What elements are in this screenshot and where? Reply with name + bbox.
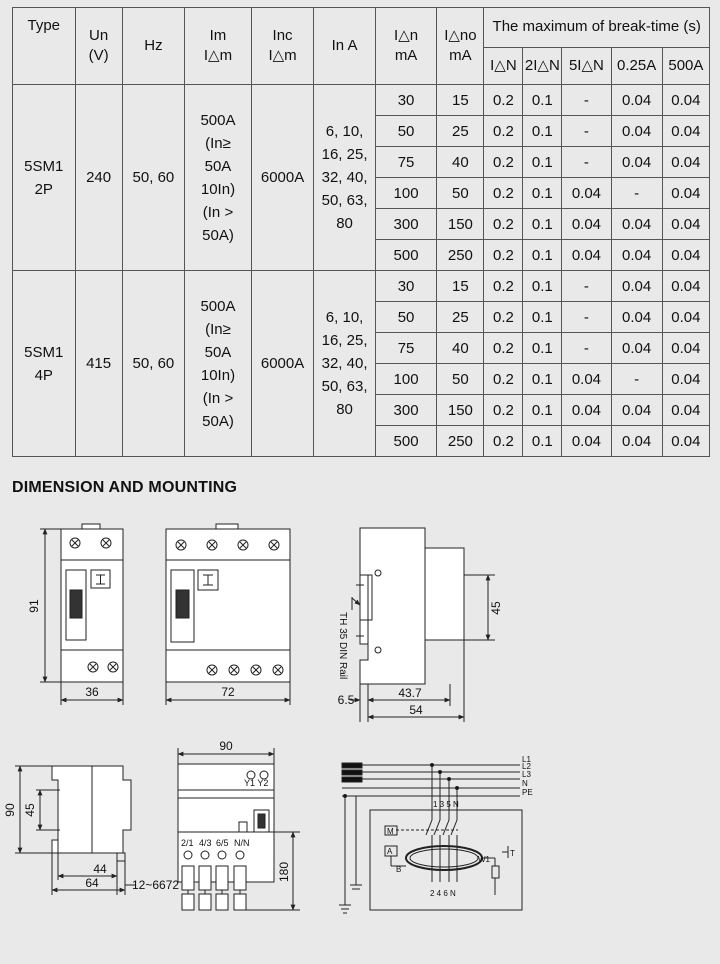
dim-36: 36 [85,685,99,699]
table-cell: 0.04 [662,302,709,333]
table-cell: 500 [375,240,437,271]
table-cell: 0.04 [611,302,662,333]
header-bt-col: 2I△N [523,47,562,84]
terminal-label: 2/1 [181,838,194,848]
header-bt-col: I△N [484,47,523,84]
table-cell: 0.04 [562,240,611,271]
section-title: DIMENSION AND MOUNTING [12,479,238,496]
table-cell: 15 [437,271,484,302]
table-cell: 40 [437,333,484,364]
table-cell: 0.04 [562,426,611,457]
dim-90-height: 90 [3,803,17,817]
table-cell: 15 [437,85,484,116]
header-hz: Hz [122,8,185,85]
table-cell: 0.04 [662,240,709,271]
b-label: B [396,865,402,874]
table-cell: 0.04 [662,147,709,178]
table-cell: 0.04 [611,147,662,178]
table-cell: 300 [375,209,437,240]
table-cell: - [562,147,611,178]
dim-90-width: 90 [219,739,233,753]
table-cell: 0.04 [562,364,611,395]
terminal-label: 6/5 [216,838,229,848]
table-cell: 50 [437,178,484,209]
table-cell: 25 [437,116,484,147]
table-cell: - [562,302,611,333]
table-cell: 0.04 [611,426,662,457]
line-label: L1 [522,755,531,764]
table-cell: 0.04 [611,209,662,240]
table-cell: 0.1 [523,395,562,426]
table-cell: 0.1 [523,209,562,240]
table-cell: 300 [375,395,437,426]
front-view-2p [61,524,123,682]
table-cell: 0.1 [523,116,562,147]
table-cell: 0.2 [484,364,523,395]
header-type: Type [13,8,76,85]
table-cell: 0.1 [523,302,562,333]
cell-im: 500A (In≥ 50A 10In) (In > 50A) [185,271,252,457]
cell-in-a: 6, 10, 16, 25, 32, 40, 50, 63, 80 [314,85,376,271]
table-cell: 0.04 [662,209,709,240]
side-view [352,528,464,684]
table-cell: 0.1 [523,147,562,178]
table-cell: 40 [437,147,484,178]
table-cell: 0.04 [662,178,709,209]
top-terminals: 1 3 5 N [433,800,459,809]
dim-64: 64 [85,876,99,890]
table-cell: 0.04 [611,271,662,302]
table-cell: 30 [375,85,437,116]
table-cell: - [562,85,611,116]
table-cell: 30 [375,271,437,302]
table-cell: 0.2 [484,178,523,209]
table-cell: 0.04 [562,395,611,426]
dim-54: 54 [409,703,423,717]
table-cell: 0.1 [523,178,562,209]
table-cell: 0.04 [562,209,611,240]
table-cell: - [611,178,662,209]
cell-type: 5SM1 4P [13,271,76,457]
table-cell: 0.2 [484,85,523,116]
table-cell: 50 [437,364,484,395]
line-label: L2 [522,762,531,771]
table-cell: 0.2 [484,333,523,364]
table-cell: 50 [375,116,437,147]
header-un: Un (V) [75,8,122,85]
test-label: T [510,849,515,858]
header-inc: Inc I△m [251,8,314,85]
header-bt-col: 500A [662,47,709,84]
table-cell: 100 [375,178,437,209]
table-cell: 150 [437,395,484,426]
dim-72: 72 [221,685,235,699]
table-cell: 0.04 [611,333,662,364]
header-idno: I△no mA [437,8,484,85]
table-cell: 75 [375,333,437,364]
table-cell: 0.2 [484,116,523,147]
table-cell: 0.2 [484,209,523,240]
cell-in-a: 6, 10, 16, 25, 32, 40, 50, 63, 80 [314,271,376,457]
table-cell: 0.1 [523,333,562,364]
table-cell: 0.04 [662,364,709,395]
cell-type: 5SM1 2P [13,85,76,271]
table-cell: 0.2 [484,240,523,271]
table-cell: 0.04 [562,178,611,209]
header-in-a: In A [314,8,376,85]
dim-43-7: 43.7 [398,686,422,700]
table-cell: 0.1 [523,426,562,457]
header-bt-col: 5I△N [562,47,611,84]
table-cell: 100 [375,364,437,395]
table-cell: 0.04 [611,240,662,271]
dim-91: 91 [27,599,41,613]
table-cell: 75 [375,147,437,178]
y-terminal-labels: Y1 Y2 [244,778,269,788]
w1-label: W1 [478,855,490,864]
dim-44: 44 [93,862,107,876]
table-cell: 0.04 [662,85,709,116]
cell-hz: 50, 60 [122,271,185,457]
dim-6-5: 6.5 [337,693,355,707]
line-label: PE [522,788,533,797]
table-cell: 0.04 [662,395,709,426]
cell-im: 500A (In≥ 50A 10In) (In > 50A) [185,85,252,271]
din-rail-label: TH 35 DIN Rail [337,612,348,680]
table-cell: 0.04 [611,116,662,147]
terminal-label: N/N [234,838,250,848]
table-cell: 0.04 [662,116,709,147]
table-cell: 0.1 [523,271,562,302]
cell-hz: 50, 60 [122,85,185,271]
cell-inc: 6000A [251,85,314,271]
table-cell: - [562,271,611,302]
header-bt-col: 0.25A [611,47,662,84]
table-cell: 0.04 [662,426,709,457]
table-cell: 0.04 [611,395,662,426]
header-idn: I△n mA [375,8,437,85]
table-cell: 0.04 [662,271,709,302]
table-cell: 0.1 [523,240,562,271]
cell-un: 240 [75,85,122,271]
table-cell: 0.04 [662,333,709,364]
table-cell: 250 [437,240,484,271]
table-cell: - [611,364,662,395]
table-cell: 0.1 [523,85,562,116]
dim-45-side: 45 [489,601,503,615]
table-cell: 250 [437,426,484,457]
dim-180: 180 [277,861,291,883]
table-cell: 0.2 [484,426,523,457]
table-cell: 0.2 [484,395,523,426]
ammeter-label: A [387,847,393,856]
table-cell: 500 [375,426,437,457]
motor-label: M [387,827,394,836]
side-view-4p [52,766,131,861]
cell-inc: 6000A [251,271,314,457]
dim-12-6672: 12~6672 [132,878,180,892]
header-im: Im I△m [185,8,252,85]
table-cell: 0.2 [484,271,523,302]
table-cell: 0.1 [523,364,562,395]
table-cell: - [562,333,611,364]
table-cell: - [562,116,611,147]
table-cell: 25 [437,302,484,333]
table-cell: 50 [375,302,437,333]
dim-45-bottom: 45 [23,803,37,817]
table-cell: 0.2 [484,147,523,178]
terminal-label: 4/3 [199,838,212,848]
front-view-4p [166,524,290,682]
header-break-time: The maximum of break-time (s) [484,8,710,48]
cell-un: 415 [75,271,122,457]
table-cell: 150 [437,209,484,240]
table-cell: 0.2 [484,302,523,333]
bottom-terminals: 2 4 6 N [430,889,456,898]
line-label: N [522,779,528,788]
line-label: L3 [522,770,531,779]
table-cell: 0.04 [611,85,662,116]
